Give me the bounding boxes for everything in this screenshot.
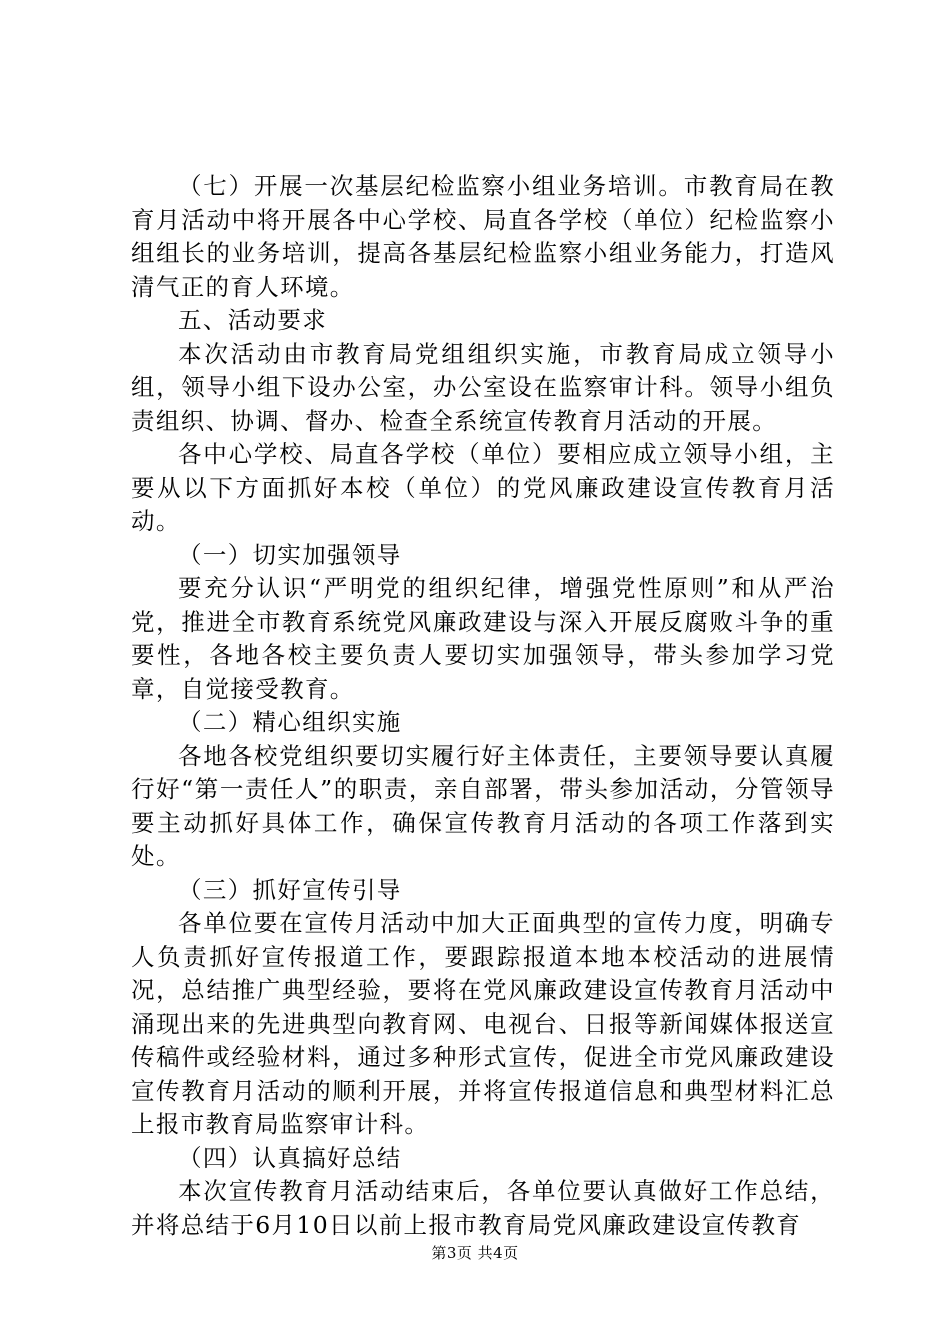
paragraph-publicity: 各单位要在宣传月活动中加大正面典型的宣传力度，明确专人负责抓好宣传报道工作，要跟踪报道本地本校活动的进展情况，总结推广典型经验，要将在党风廉政建设宣传教育月活动中涌现出来的先进典型向教育网、电视台、日报等新闻媒体报送宣传稿件或经验材料，通过多种形式宣传，促进全市党风廉政建设宣传教育月活动的顺利开展，并将宣传报道信息和典型材料汇总上报市教育局监察审计科。 — [131, 909, 835, 1138]
paragraph-leadership: 要充分认识“严明党的组织纪律，增强党性原则”和从严治党，推进全市教育系统党风廉政建设与深入开展反腐败斗争的重要性，各地各校主要负责人要切实加强领导，带头参加学习党章，自觉接受教育。 — [131, 574, 835, 703]
section-heading-requirements: 五、活动要求 — [178, 306, 328, 334]
subheading-implementation: （二）精心组织实施 — [178, 708, 402, 736]
document-body — [131, 170, 835, 1242]
page-number-footer: 第3页 共4页 — [431, 1244, 519, 1262]
paragraph-training: （七）开展一次基层纪检监察小组业务培训。市教育局在教育月活动中将开展各中心学校、局直各学校（单位）纪检监察小组组长的业务培训，提高各基层纪检监察小组业务能力，打造风清气正的育人环境。 — [131, 172, 835, 301]
subheading-leadership: （一）切实加强领导 — [178, 540, 402, 569]
paragraph-schools: 各中心学校、局直各学校（单位）要相应成立领导小组，主要从以下方面抓好本校（单位）的党风廉政建设宣传教育月活动。 — [131, 440, 835, 535]
paragraph-implementation: 各地各校党组织要切实履行好主体责任，主要领导要认真履行好“第一责任人”的职责，亲自部署，带头参加活动，分管领导要主动抓好具体工作，确保宣传教育月活动的各项工作落到实处。 — [131, 741, 835, 870]
subheading-publicity: （三）抓好宣传引导 — [178, 875, 402, 904]
subheading-summary: （四）认真搞好总结 — [178, 1143, 402, 1172]
paragraph-summary: 本次宣传教育月活动结束后，各单位要认真做好工作总结，并将总结于6月10日以前上报市教育局党风廉政建设宣传教育 — [131, 1177, 835, 1239]
paragraph-organization: 本次活动由市教育局党组组织实施，市教育局成立领导小组，领导小组下设办公室，办公室设在监察审计科。领导小组负责组织、协调、督办、检查全系统宣传教育月活动的开展。 — [131, 339, 835, 435]
